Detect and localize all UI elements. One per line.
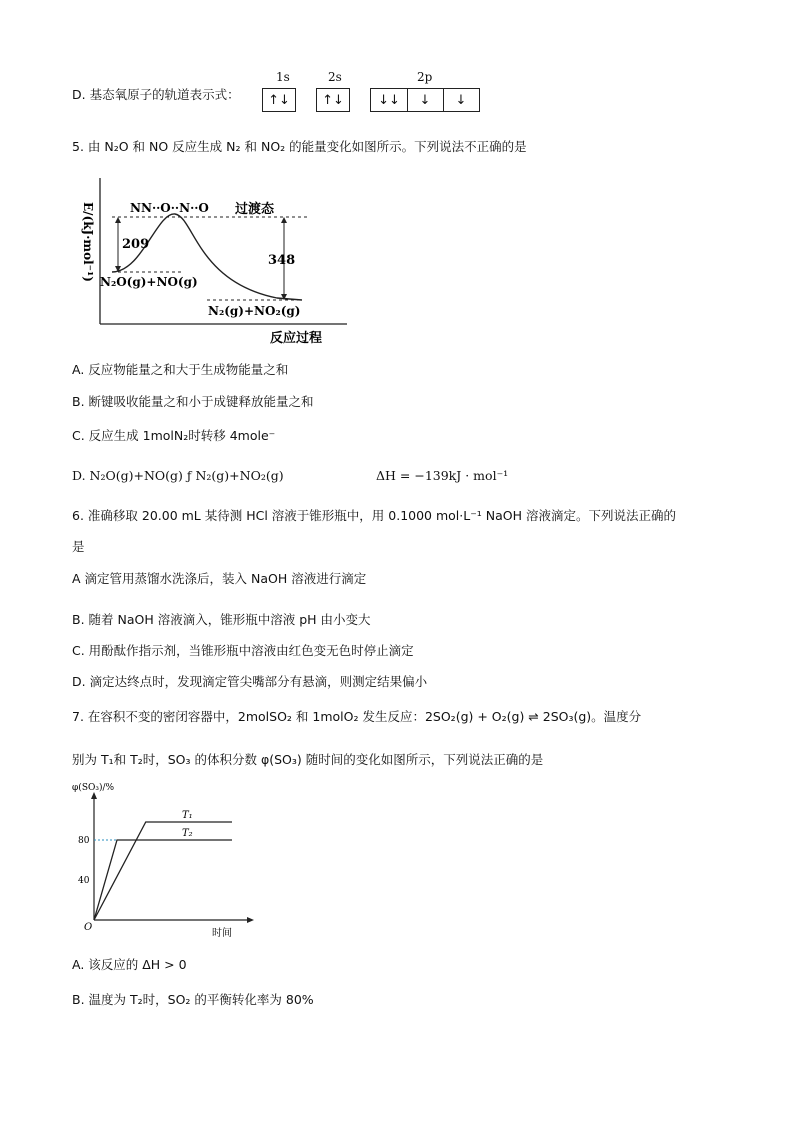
q7-stem-line2: 别为 T₁和 T₂时，SO₃ 的体积分数 φ(SO₃) 随时间的变化如图所示，下列说法正确的是 [72, 752, 544, 767]
q6-option-c: C. 用酚酞作指示剂，当锥形瓶中溶液由红色变无色时停止滴定 [72, 643, 414, 658]
q6-stem-line1: 6. 准确移取 20.00 mL 某待测 HCl 溶液于锥形瓶中，用 0.1000 mol·L⁻¹ NaOH 溶液滴定。下列说法正确的 [72, 508, 677, 523]
orbital-box-1s [262, 88, 296, 112]
series-label-1: T₁ [182, 810, 193, 821]
ts-species: NN··O··N··O [130, 201, 209, 215]
reactants-label: N₂O(g)+NO(g) [100, 275, 198, 289]
ts-label: 过渡态 [235, 202, 275, 217]
series-label-2: T₂ [182, 828, 193, 839]
q5-stem: 5. 由 N₂O 和 NO 反应生成 N₂ 和 NO₂ 的能量变化如图所示。下列说法不正确的是 [72, 139, 527, 154]
q6-option-d: D. 滴定达终点时，发现滴定管尖嘴部分有悬滴，则测定结果偏小 [72, 674, 428, 689]
chart-ylabel: φ(SO₃)/% [72, 783, 115, 793]
q6-option-a: A 滴定管用蒸馏水洗涤后，装入 NaOH 溶液进行滴定 [72, 571, 367, 586]
chart-xlabel: 时间 [212, 928, 232, 939]
orbital-label-1s: 1s [276, 70, 290, 84]
energy-diagram [72, 172, 352, 347]
energy-xlabel: 反应过程 [270, 331, 323, 346]
q7-stem-line1: 7. 在容积不变的密闭容器中，2molSO₂ 和 1molO₂ 发生反应：2SO₂(g) + O₂(g) ⇌ 2SO₃(g)。温度分 [72, 709, 642, 724]
q5-option-a: A. 反应物能量之和大于生成物能量之和 [72, 362, 289, 377]
series-line-1 [94, 822, 232, 920]
q5-option-b: B. 断键吸收能量之和小于成键释放能量之和 [72, 394, 314, 409]
orbital-label-2s: 2s [328, 70, 342, 84]
orbital-electrons-2p-2: ↓ [419, 92, 431, 108]
orbital-electrons-2s: ↑↓ [322, 92, 344, 108]
orbital-electrons-2p-3: ↓ [455, 92, 467, 108]
option-d-orbital-text: D. 基态氧原子的轨道表示式： [72, 87, 240, 102]
reverse-value: 348 [268, 253, 296, 268]
orbital-electrons-1s: ↑↓ [268, 92, 290, 108]
chart-origin-label: O [84, 922, 93, 933]
q7-option-b: B. 温度为 T₂时，SO₂ 的平衡转化率为 80% [72, 992, 314, 1007]
products-label: N₂(g)+NO₂(g) [208, 304, 301, 318]
orbital-label-2p: 2p [417, 70, 433, 84]
orbital-box-2p [370, 88, 480, 112]
q5-option-d-enthalpy: ΔH = −139kJ · mol⁻¹ [376, 468, 509, 483]
q6-option-b: B. 随着 NaOH 溶液滴入，锥形瓶中溶液 pH 由小变大 [72, 612, 371, 627]
q7-option-a: A. 该反应的 ΔH > 0 [72, 957, 187, 972]
q5-option-c: C. 反应生成 1molN₂时转移 4mole⁻ [72, 428, 276, 443]
energy-ylabel: E/(kJ·mol⁻¹) [81, 202, 95, 282]
q6-stem-line2: 是 [72, 539, 85, 554]
orbital-box-2s [316, 88, 350, 112]
orbital-diagram [262, 70, 482, 115]
q5-option-d: D. N₂O(g)+NO(g) ƒ N₂(g)+NO₂(g) [72, 468, 284, 483]
y-tick-label: 40 [78, 876, 90, 886]
so3-fraction-chart [72, 778, 272, 948]
ea-value: 209 [122, 237, 150, 252]
orbital-electrons-2p-1: ↓↓ [378, 92, 400, 108]
y-tick-label: 80 [78, 836, 90, 846]
